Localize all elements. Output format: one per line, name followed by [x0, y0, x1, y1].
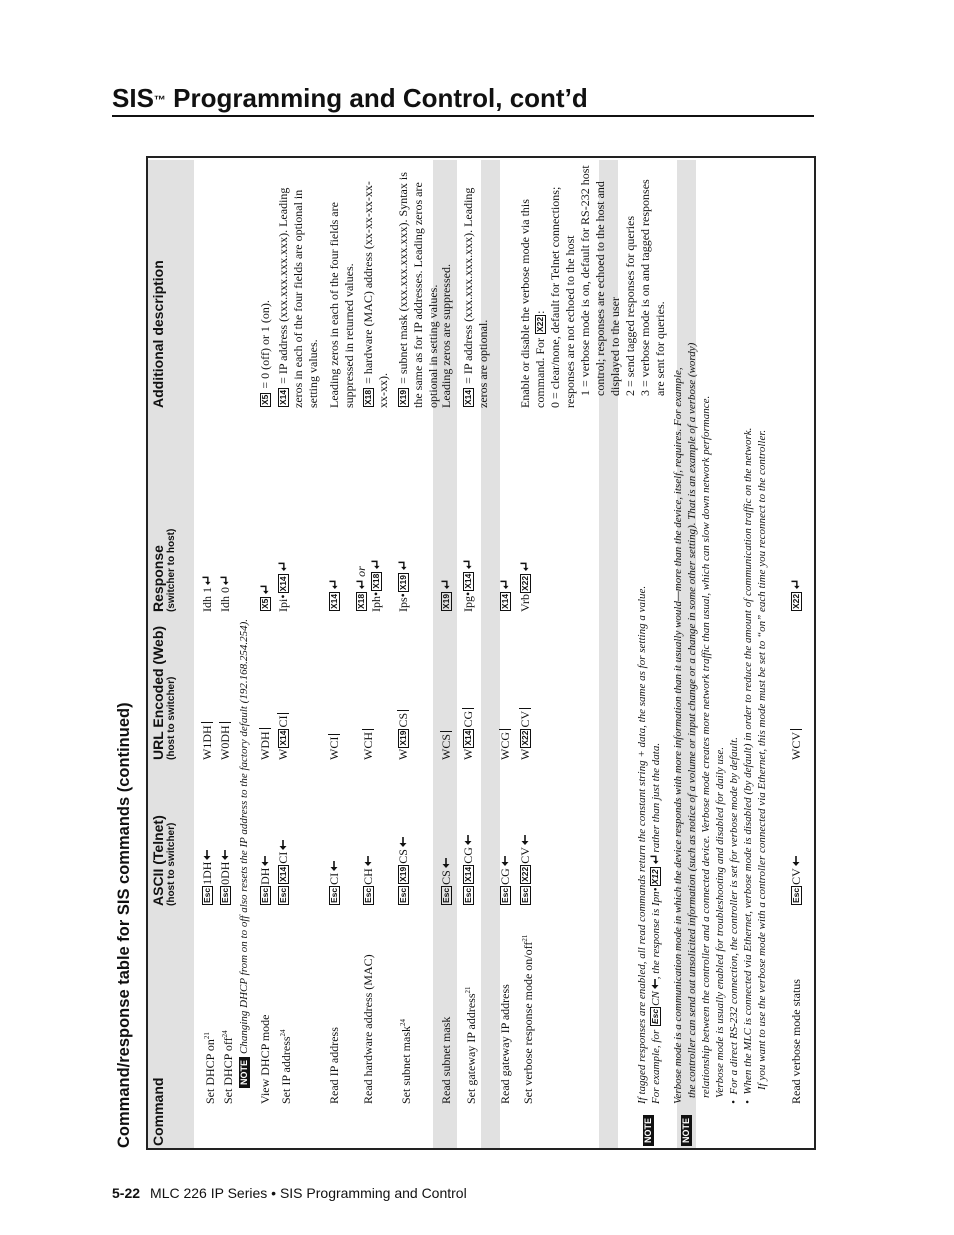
cmd-set-verbose-mode: Set verbose response mode on/off$^{21}$ — [521, 934, 535, 1104]
resp-read-verbose-mode: X22 — [789, 580, 804, 612]
note-badge: NOTE — [678, 1115, 693, 1146]
desc-set-verbose-mode: Enable or disable the verbose mode via this command. For X22: 0 = clear/none, default for Telnet connections; responses are not echoed to the host 1 = verbose mode is on, default for RS-232 host control; responses are echoed to the host and displayed to the user 2 = send tagged responses for queries 3 = verbose mode is on and tagged responses are sent for queries. — [518, 165, 667, 408]
enter-arrow-icon — [501, 856, 509, 866]
ascii-read-gateway-ip: EscCG — [498, 856, 513, 906]
desc-set-subnet-mask: X19 = subnet mask (xxx.xxx.xxx.xxx). Syntax is the same as for IP addresses. Leading zeros are optional in setting values. — [396, 172, 440, 408]
url-set-subnet-mask: WX19CS — [396, 710, 411, 760]
note-badge: NOTE — [640, 1115, 655, 1146]
cmd-set-ip-address: Set IP address$^{24}$ — [279, 1029, 293, 1104]
desc-set-ip-address: X14 = IP address (xxx.xxx.xxx.xxx). Leading zeros in each of the four fields are optional in setting values. — [276, 187, 320, 408]
url-set-verbose-mode: WX22CV — [518, 708, 533, 760]
return-icon — [329, 580, 338, 589]
url-set-gateway-ip: WX14CG — [461, 708, 476, 760]
resp-set-subnet-mask: Ips•X19 — [396, 561, 411, 612]
url-set-dhcp-off: W0DH — [218, 722, 233, 760]
return-icon — [356, 580, 365, 589]
cmd-read-gateway-ip: Read gateway IP address — [498, 984, 512, 1104]
enter-arrow-icon — [330, 861, 338, 871]
pipe-icon — [790, 729, 802, 730]
ascii-read-subnet-mask: EscCS — [439, 858, 454, 906]
return-icon — [441, 580, 450, 589]
pipe-icon — [362, 729, 374, 730]
desc-view-dhcp-mode: X5 = 0 (off) or 1 (on). — [258, 300, 272, 405]
resp-read-subnet-mask: X19 — [439, 580, 454, 612]
pipe-icon — [201, 722, 213, 723]
footer-text: MLC 226 IP Series • SIS Programming and Control — [150, 1185, 467, 1201]
cmd-view-dhcp-mode: View DHCP mode — [258, 1014, 272, 1104]
desc-read-mac-address: X18 = hardware (MAC) address (xx-xx-xx-xx-xx-xx). — [361, 181, 390, 408]
table-title: Command/response table for SIS commands (continued) — [115, 702, 133, 1148]
url-read-mac-address: WCH — [361, 729, 376, 760]
return-icon — [463, 560, 472, 569]
pipe-icon — [277, 713, 289, 714]
url-read-subnet-mask: WCS — [439, 731, 454, 760]
desc-read-ip-address: Leading zeros in each of the four fields are suppressed in returned values. — [327, 202, 356, 408]
page-title: SIS™ Programming and Control, cont’d — [112, 83, 588, 113]
enter-arrow-icon — [221, 850, 229, 860]
header-rule — [112, 115, 814, 117]
ascii-read-verbose-mode: EscCV — [789, 856, 804, 906]
enter-arrow-icon — [399, 837, 407, 847]
return-icon — [220, 576, 229, 585]
url-read-verbose-mode: WCV — [789, 729, 804, 760]
resp-set-verbose-mode: VrbX22 — [518, 562, 533, 612]
enter-arrow-icon — [279, 840, 287, 850]
url-set-dhcp-on: W1DH — [200, 722, 215, 760]
resp-read-mac-address: X18 or Iph•X18 — [354, 560, 384, 612]
cmd-set-gateway-ip: Set gateway IP address$^{21}$ — [464, 986, 478, 1104]
enter-arrow-icon — [651, 979, 659, 989]
ascii-set-gateway-ip: EscX14CG — [461, 835, 476, 906]
col-header-url: URL Encoded (Web) (host to switcher) — [150, 625, 177, 760]
cmd-read-mac-address: Read hardware address (MAC) — [361, 954, 375, 1104]
return-icon — [202, 576, 211, 585]
page-footer — [112, 1184, 467, 1202]
enter-arrow-icon — [464, 835, 472, 845]
return-icon — [500, 580, 509, 589]
resp-set-dhcp-on: Idh 1 — [200, 576, 215, 612]
ascii-view-dhcp-mode: EscDH — [258, 856, 273, 906]
url-read-ip-address: WCI — [327, 734, 342, 760]
tagged-response-note: If tagged responses are enabled, all read commands return the constant string + data, the same as for setting a value. For example, for EscCN, the response is Ipn•X12 rather than just the data. — [636, 585, 662, 1104]
ascii-read-ip-address: EscCI — [327, 861, 342, 906]
return-icon — [398, 561, 407, 570]
desc-read-subnet-mask: Leading zeros are suppressed. — [439, 264, 453, 408]
col-header-response: Response (switcher to host) — [150, 528, 177, 612]
return-icon — [260, 585, 269, 594]
col-header-command: Command — [150, 1077, 166, 1146]
col-header-ascii: ASCII (Telnet) (host to switcher) — [150, 815, 177, 906]
return-icon — [520, 562, 529, 571]
resp-view-dhcp-mode: X5 — [258, 585, 273, 612]
ascii-set-verbose-mode: EscX22CV — [518, 835, 533, 906]
url-read-gateway-ip: WCG — [498, 729, 513, 760]
enter-arrow-icon — [792, 856, 800, 866]
url-view-dhcp-mode: WDH — [258, 728, 273, 760]
return-icon — [650, 855, 659, 864]
col-header-description: Additional description — [150, 260, 166, 408]
ascii-read-mac-address: EscCH — [361, 856, 376, 906]
cmd-set-dhcp-on: Set DHCP $on^{21}$ — [203, 1032, 217, 1104]
cmd-read-subnet-mask: Read subnet mask — [439, 1016, 453, 1104]
ascii-set-ip-address: EscX14CI — [276, 840, 291, 906]
page-number: 5-22 — [112, 1185, 141, 1201]
cmd-set-dhcp-off: Set DHCP off$^{24}$ — [221, 1030, 235, 1104]
dhcp-note: NOTE Changing DHCP from on to off also resets the IP address to the factory default (192.168.254.254). — [236, 188, 251, 1088]
pipe-icon — [328, 734, 340, 735]
url-set-ip-address: WX14CI — [276, 713, 291, 760]
return-icon — [791, 580, 800, 589]
enter-arrow-icon — [203, 850, 211, 860]
pipe-icon — [397, 710, 409, 711]
ascii-set-dhcp-off: Esc0DH — [218, 850, 233, 906]
enter-arrow-icon — [261, 856, 269, 866]
desc-set-gateway-ip: X14 = IP address (xxx.xxx.xxx.xxx). Leading zeros are optional. — [461, 187, 490, 408]
return-icon — [278, 562, 287, 571]
ascii-set-subnet-mask: EscX19CS — [396, 837, 411, 906]
sis-command-table — [146, 156, 816, 1150]
pipe-icon — [519, 708, 531, 709]
verbose-mode-note: Verbose mode is a communication mode in which the device responds with more information than it usually would—more than the device, itself, requires. For example, the controller can send out unsolicited information (such as notice of a volume or input change or a change in some other setting). That is an example of a verbose (wordy) relationship between the controller and a connected device. Verbose mode creates more network traffic than usual, which can slow down network performance. Verbose mode is usually enabled for troubleshooting and disabled for daily use. • For a direct RS-232 connection, the controller is set for verbose mode by default. • When the MLC is connected via Ethernet, verbose mode is disabled (by default) in order to reduce the amount of communication traffic on the network. If you want to use the verbose mode with a controller connected via Ethernet, this mode must be set to “on” each time you reconnect to the controller. — [672, 342, 768, 1104]
pipe-icon — [219, 722, 231, 723]
pipe-icon — [259, 728, 271, 729]
pipe-icon — [462, 708, 474, 709]
enter-arrow-icon — [521, 835, 529, 845]
resp-set-gateway-ip: Ipg•X14 — [461, 560, 476, 612]
cmd-set-subnet-mask: Set subnet mask$^{24}$ — [399, 1019, 413, 1104]
cmd-read-ip-address: Read IP address — [327, 1027, 341, 1104]
resp-read-gateway-ip: X14 — [498, 580, 513, 612]
ascii-set-dhcp-on: Esc1DH — [200, 850, 215, 906]
page-header — [112, 84, 814, 118]
note-badge: NOTE — [239, 1057, 250, 1088]
enter-arrow-icon — [442, 858, 450, 868]
resp-read-ip-address: X14 — [327, 580, 342, 612]
pipe-icon — [499, 729, 511, 730]
pipe-icon — [440, 731, 452, 732]
resp-set-dhcp-off: Idh 0 — [218, 576, 233, 612]
return-icon — [371, 560, 380, 569]
enter-arrow-icon — [364, 856, 372, 866]
cmd-read-verbose-mode: Read verbose mode status — [789, 979, 803, 1104]
resp-set-ip-address: Ipi•X14 — [276, 562, 291, 612]
